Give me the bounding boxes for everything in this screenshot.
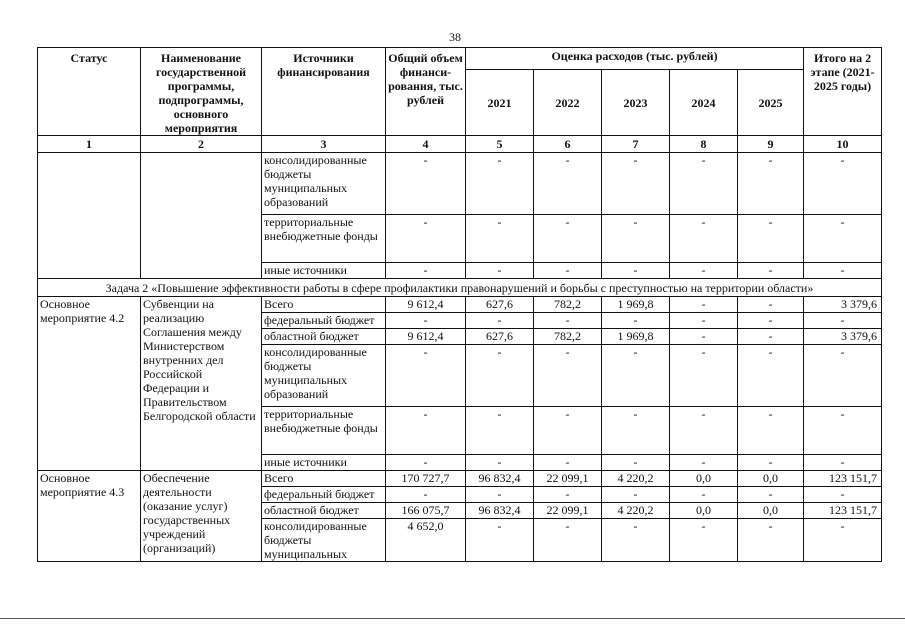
value-cell: 1 969,8 bbox=[602, 297, 670, 313]
name-measure-4-2: Субвенции на реализацию Соглашения между Министерством внутренних дел Российской Федерации и Правительством Белгородской области bbox=[141, 297, 262, 471]
value-cell: 782,2 bbox=[534, 329, 602, 345]
value-cell: - bbox=[534, 345, 602, 407]
value-cell: - bbox=[804, 153, 882, 215]
value-cell: - bbox=[602, 215, 670, 263]
value-cell: - bbox=[804, 519, 882, 562]
source-cell: консолидированные бюджеты муниципальных bbox=[262, 519, 386, 562]
column-index-row bbox=[38, 136, 882, 153]
value-cell: - bbox=[804, 313, 882, 329]
value-cell: - bbox=[738, 487, 804, 503]
col-index: 7 bbox=[602, 136, 670, 153]
table-row bbox=[38, 153, 882, 215]
value-cell: - bbox=[386, 487, 466, 503]
value-cell: - bbox=[670, 455, 738, 471]
value-cell: 1 969,8 bbox=[602, 329, 670, 345]
value-cell: - bbox=[534, 153, 602, 215]
value-cell: 0,0 bbox=[738, 471, 804, 487]
value-cell: - bbox=[602, 407, 670, 455]
value-cell: - bbox=[386, 455, 466, 471]
value-cell: - bbox=[466, 519, 534, 562]
value-cell: 627,6 bbox=[466, 297, 534, 313]
value-cell: - bbox=[670, 263, 738, 279]
value-cell: 166 075,7 bbox=[386, 503, 466, 519]
header-stage-total: Итого на 2 этапе (2021-2025 годы) bbox=[804, 48, 882, 136]
value-cell: 4 652,0 bbox=[386, 519, 466, 562]
source-cell: федеральный бюджет bbox=[262, 313, 386, 329]
col-index: 10 bbox=[804, 136, 882, 153]
value-cell: 3 379,6 bbox=[804, 297, 882, 313]
col-index: 4 bbox=[386, 136, 466, 153]
scan-edge-line bbox=[0, 618, 905, 619]
value-cell: - bbox=[670, 519, 738, 562]
value-cell: - bbox=[738, 263, 804, 279]
value-cell: - bbox=[804, 263, 882, 279]
value-cell: - bbox=[466, 215, 534, 263]
value-cell: - bbox=[534, 487, 602, 503]
value-cell: - bbox=[670, 297, 738, 313]
value-cell: 170 727,7 bbox=[386, 471, 466, 487]
value-cell: - bbox=[602, 263, 670, 279]
value-cell: - bbox=[602, 487, 670, 503]
source-cell: территориальные внебюджетные фонды bbox=[262, 407, 386, 455]
value-cell: - bbox=[602, 313, 670, 329]
value-cell: - bbox=[804, 487, 882, 503]
value-cell: - bbox=[466, 455, 534, 471]
value-cell: 9 612,4 bbox=[386, 297, 466, 313]
value-cell: - bbox=[386, 263, 466, 279]
value-cell: - bbox=[738, 329, 804, 345]
col-index: 9 bbox=[738, 136, 804, 153]
header-sources: Источники финансирования bbox=[262, 48, 386, 136]
name-measure-4-3: Обеспечение деятельности (оказание услуг) государственных учреждений (организаций) bbox=[141, 471, 262, 562]
value-cell: - bbox=[466, 345, 534, 407]
value-cell: - bbox=[738, 297, 804, 313]
value-cell: 22 099,1 bbox=[534, 503, 602, 519]
value-cell: - bbox=[386, 345, 466, 407]
value-cell: - bbox=[466, 487, 534, 503]
header-row-1 bbox=[38, 48, 882, 70]
value-cell: - bbox=[670, 487, 738, 503]
value-cell: - bbox=[738, 407, 804, 455]
source-cell: территориальные внебюджетные фонды bbox=[262, 215, 386, 263]
value-cell: - bbox=[738, 153, 804, 215]
source-cell: областной бюджет bbox=[262, 329, 386, 345]
value-cell: - bbox=[534, 263, 602, 279]
value-cell: - bbox=[386, 215, 466, 263]
source-cell: Всего bbox=[262, 471, 386, 487]
value-cell: - bbox=[804, 345, 882, 407]
value-cell: - bbox=[466, 313, 534, 329]
col-index: 8 bbox=[670, 136, 738, 153]
source-cell: консолидированные бюджеты муниципальных образований bbox=[262, 153, 386, 215]
header-year-2022: 2022 bbox=[534, 70, 602, 136]
value-cell: - bbox=[534, 519, 602, 562]
value-cell: - bbox=[738, 455, 804, 471]
value-cell: 4 220,2 bbox=[602, 471, 670, 487]
value-cell: 4 220,2 bbox=[602, 503, 670, 519]
value-cell: 3 379,6 bbox=[804, 329, 882, 345]
col-index: 3 bbox=[262, 136, 386, 153]
value-cell: - bbox=[602, 153, 670, 215]
table-row bbox=[38, 471, 882, 487]
value-cell: 0,0 bbox=[670, 471, 738, 487]
value-cell: 123 151,7 bbox=[804, 471, 882, 487]
value-cell: - bbox=[466, 407, 534, 455]
budget-table bbox=[37, 47, 882, 562]
value-cell: - bbox=[602, 519, 670, 562]
value-cell: - bbox=[804, 407, 882, 455]
header-year-2023: 2023 bbox=[602, 70, 670, 136]
value-cell: - bbox=[670, 329, 738, 345]
source-cell: консолидированные бюджеты муниципальных образований bbox=[262, 345, 386, 407]
value-cell: - bbox=[534, 407, 602, 455]
value-cell: - bbox=[670, 345, 738, 407]
value-cell: - bbox=[738, 313, 804, 329]
value-cell: 0,0 bbox=[738, 503, 804, 519]
value-cell: 96 832,4 bbox=[466, 503, 534, 519]
source-cell: областной бюджет bbox=[262, 503, 386, 519]
value-cell: - bbox=[670, 313, 738, 329]
value-cell: - bbox=[804, 455, 882, 471]
header-total: Общий объем финанси-рования, тыс. рублей bbox=[386, 48, 466, 136]
value-cell: 9 612,4 bbox=[386, 329, 466, 345]
value-cell: - bbox=[466, 263, 534, 279]
source-cell: иные источники bbox=[262, 455, 386, 471]
header-name: Наименование государственной программы, подпрограммы, основного мероприятия bbox=[141, 48, 262, 136]
value-cell: - bbox=[386, 407, 466, 455]
col-index: 5 bbox=[466, 136, 534, 153]
col-index: 2 bbox=[141, 136, 262, 153]
value-cell: - bbox=[386, 313, 466, 329]
value-cell: 782,2 bbox=[534, 297, 602, 313]
value-cell: - bbox=[534, 455, 602, 471]
value-cell: - bbox=[670, 215, 738, 263]
value-cell: - bbox=[738, 519, 804, 562]
value-cell: - bbox=[602, 345, 670, 407]
value-cell: - bbox=[466, 153, 534, 215]
value-cell: - bbox=[386, 153, 466, 215]
value-cell: 22 099,1 bbox=[534, 471, 602, 487]
value-cell: - bbox=[534, 313, 602, 329]
table-row bbox=[38, 297, 882, 313]
value-cell: - bbox=[738, 215, 804, 263]
col-index: 1 bbox=[38, 136, 141, 153]
value-cell: - bbox=[804, 215, 882, 263]
value-cell: - bbox=[602, 455, 670, 471]
status-cell-empty bbox=[38, 153, 141, 279]
value-cell: 0,0 bbox=[670, 503, 738, 519]
source-cell: иные источники bbox=[262, 263, 386, 279]
value-cell: 96 832,4 bbox=[466, 471, 534, 487]
value-cell: - bbox=[670, 407, 738, 455]
status-measure-4-2: Основное мероприятие 4.2 bbox=[38, 297, 141, 471]
header-year-2021: 2021 bbox=[466, 70, 534, 136]
task-row bbox=[38, 279, 882, 297]
source-cell: федеральный бюджет bbox=[262, 487, 386, 503]
status-measure-4-3: Основное мероприятие 4.3 bbox=[38, 471, 141, 562]
header-year-2025: 2025 bbox=[738, 70, 804, 136]
header-estimate: Оценка расходов (тыс. рублей) bbox=[466, 48, 804, 70]
value-cell: - bbox=[534, 215, 602, 263]
name-cell-empty bbox=[141, 153, 262, 279]
header-status: Статус bbox=[38, 48, 141, 136]
col-index: 6 bbox=[534, 136, 602, 153]
value-cell: - bbox=[670, 153, 738, 215]
value-cell: 123 151,7 bbox=[804, 503, 882, 519]
value-cell: 627,6 bbox=[466, 329, 534, 345]
header-year-2024: 2024 bbox=[670, 70, 738, 136]
source-cell: Всего bbox=[262, 297, 386, 313]
task-2-title: Задача 2 «Повышение эффективности работы в сфере профилактики правонарушений и борьбы с преступностью на территории области» bbox=[38, 279, 882, 297]
page-number: 38 bbox=[449, 30, 461, 44]
value-cell: - bbox=[738, 345, 804, 407]
